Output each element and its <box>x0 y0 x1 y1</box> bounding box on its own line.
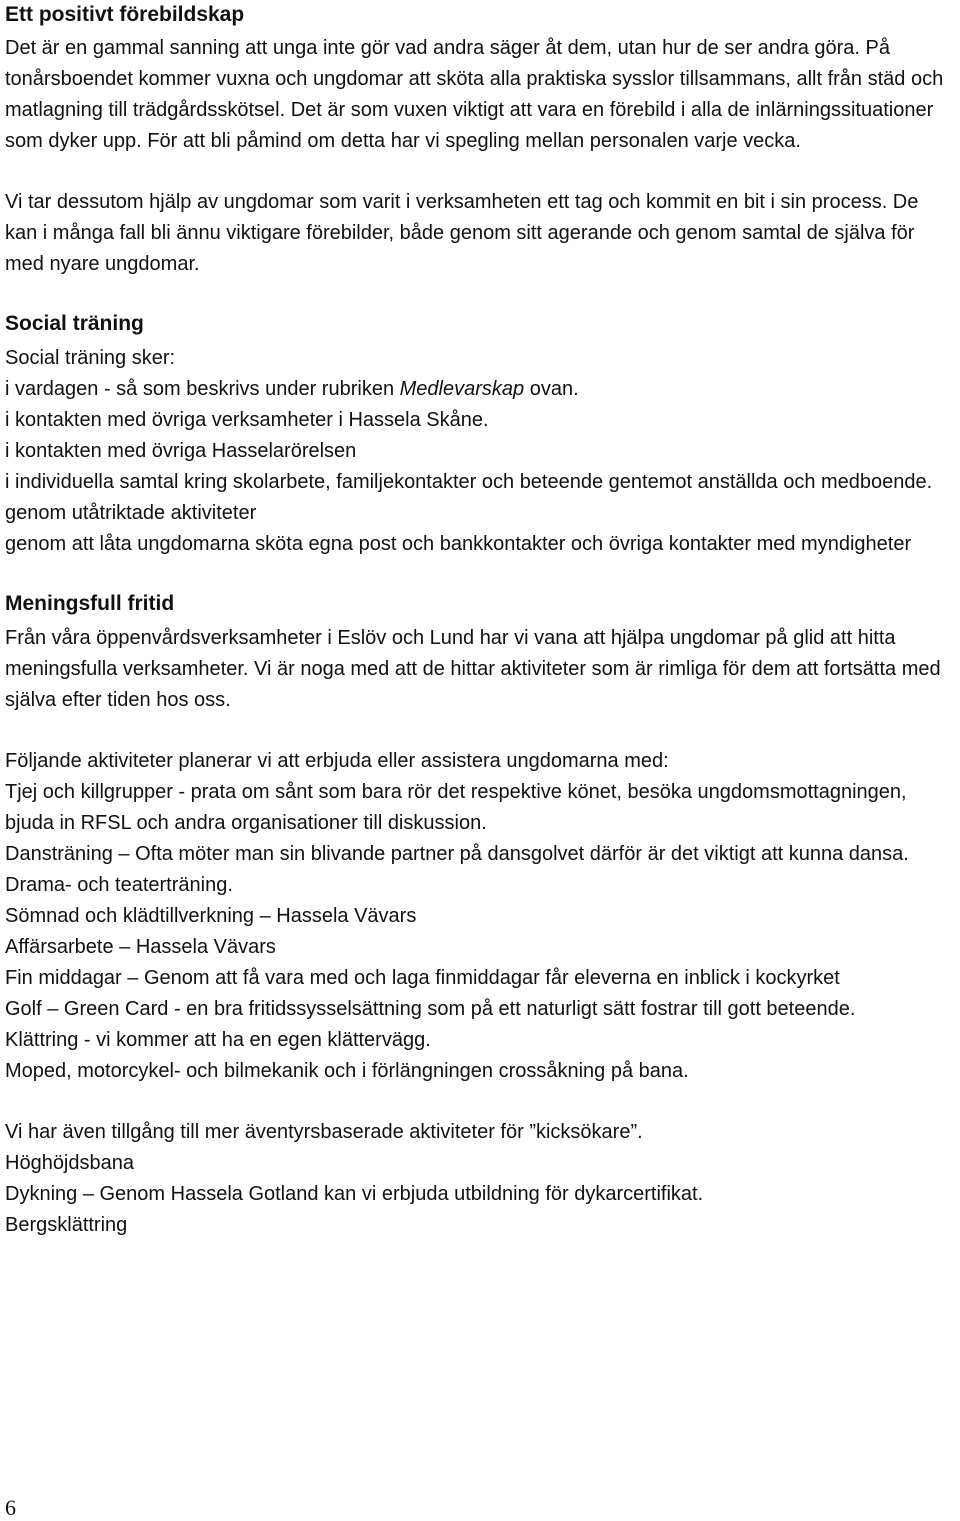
document-page <box>5 0 955 1241</box>
activity-item: Golf – Green Card - en bra fritidssysselsättning som på ett naturligt sätt fostrar till gott beteende. <box>5 998 856 1020</box>
social-intro: Social träning sker: <box>5 347 176 369</box>
paragraph-forebild-2: Vi tar dessutom hjälp av ungdomar som varit i verksamheten ett tag och kommit en bit i sin process. De kan i många fall bli ännu viktigare förebilder, både genom sitt agerande och genom samtal de själva för med nyare ungdomar. <box>5 191 919 275</box>
adventure-intro: Vi har även tillgång till mer äventyrsbaserade aktiviteter för ”kicksökare”. <box>5 1121 643 1143</box>
social-line: genom att låta ungdomarna sköta egna post och bankkontakter och övriga kontakter med myndigheter <box>5 533 912 555</box>
adventure-item: Bergsklättring <box>5 1214 128 1236</box>
social-line: i individuella samtal kring skolarbete, familjekontakter och beteende gentemot anställda och medboende. <box>5 471 933 493</box>
activity-item: Affärsarbete – Hassela Vävars <box>5 936 276 958</box>
paragraph-forebild-1: Det är en gammal sanning att unga inte gör vad andra säger åt dem, utan hur de ser andra göra. På tonårsboendet kommer vuxna och ungdomar att sköta alla praktiska sysslor tillsammans, allt från städ och matlagning till trädgårdsskötsel. Det är som vuxen viktigt att vara en förebild i alla de inlärningssituationer som dyker upp. För att bli påmind om detta har vi spegling mellan personalen varje vecka. <box>5 37 944 152</box>
page-number: 6 <box>5 1495 16 1520</box>
section-heading-social-traning: Social träning <box>5 312 144 335</box>
activity-item: Klättring - vi kommer att ha en egen klättervägg. <box>5 1029 431 1051</box>
adventure-item: Dykning – Genom Hassela Gotland kan vi erbjuda utbildning för dykarcertifikat. <box>5 1183 704 1205</box>
social-line-vardagen-prefix: i vardagen - så som beskrivs under rubriken <box>5 378 400 400</box>
social-line: genom utåtriktade aktiviteter <box>5 502 257 524</box>
social-line-vardagen <box>5 374 955 405</box>
activity-item: Fin middagar – Genom att få vara med och laga finmiddagar får eleverna en inblick i kockyrket <box>5 967 840 989</box>
activity-item: Dansträning – Ofta möter man sin blivande partner på dansgolvet därför är det viktigt att kunna dansa. <box>5 843 909 865</box>
social-line-vardagen-suffix: ovan. <box>524 378 579 400</box>
paragraph-fritid: Från våra öppenvårdsverksamheter i Eslöv och Lund har vi vana att hjälpa ungdomar på glid att hitta meningsfulla verksamheter. Vi är noga med att de hittar aktiviteter som är rimliga för dem att fortsätta med själva efter tiden hos oss. <box>5 627 941 711</box>
section-heading-forebildskap: Ett positivt förebildskap <box>5 3 245 26</box>
adventure-item: Höghöjdsbana <box>5 1152 134 1174</box>
activity-item: Drama- och teaterträning. <box>5 874 233 896</box>
activity-item: Tjej och killgrupper - prata om sånt som bara rör det respektive könet, besöka ungdomsmottagningen, bjuda in RFSL och andra organisationer till diskussion. <box>5 781 907 834</box>
activity-item: Sömnad och klädtillverkning – Hassela Vävars <box>5 905 417 927</box>
activities-intro: Följande aktiviteter planerar vi att erbjuda eller assistera ungdomarna med: <box>5 750 669 772</box>
social-line: i kontakten med övriga verksamheter i Hassela Skåne. <box>5 409 489 431</box>
activity-item: Moped, motorcykel- och bilmekanik och i förlängningen crossåkning på bana. <box>5 1060 689 1082</box>
social-line: i kontakten med övriga Hasselarörelsen <box>5 440 357 462</box>
section-heading-meningsfull-fritid: Meningsfull fritid <box>5 592 175 615</box>
medlevarskap-reference: Medlevarskap <box>399 378 525 400</box>
